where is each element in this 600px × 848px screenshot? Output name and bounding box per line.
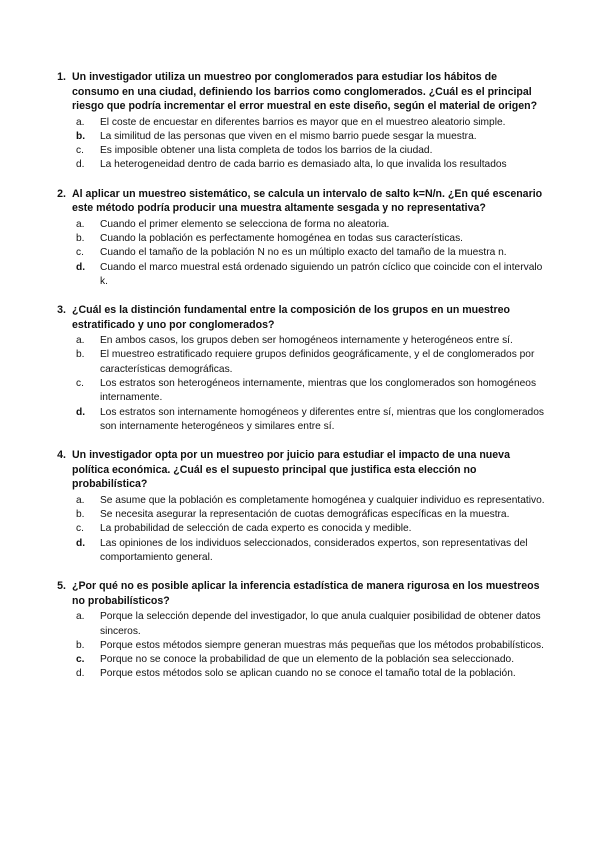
question-heading [46,448,546,492]
option-b [76,130,546,144]
option-text: Porque la selección depende del investigador, lo que anula cualquier posibilidad de obtener datos sinceros. [100,611,541,637]
quiz-list [46,70,546,696]
question-4 [46,448,546,565]
option-c [76,144,546,158]
option-letter: d. [76,261,86,273]
option-letter: b. [76,639,85,651]
option-letter: b. [76,130,86,142]
option-letter: b. [76,232,85,244]
option-letter: a. [76,218,85,230]
option-list [46,116,546,173]
question-number: 2. [57,187,66,200]
option-d [76,158,546,172]
option-text: Porque estos métodos solo se aplican cuando no se conoce el tamaño total de la población. [100,668,516,680]
option-c [76,653,546,667]
question-number: 5. [57,580,66,593]
option-letter: d. [76,537,86,549]
option-list [46,334,546,434]
option-b [76,348,546,377]
option-a [76,610,546,639]
question-heading [46,187,546,216]
option-letter: c. [76,378,84,390]
option-letter: a. [76,116,85,128]
option-letter: d. [76,159,85,171]
option-letter: a. [76,335,85,347]
option-c [76,522,546,536]
option-d [76,406,546,435]
option-d [76,537,546,566]
option-text: Es imposible obtener una lista completa de todos los barrios de la ciudad. [100,145,433,157]
option-text: Las opiniones de los individuos seleccionados, considerados expertos, son representativas del comportamiento general. [100,537,528,563]
question-heading [46,579,546,608]
option-text: La similitud de las personas que viven en el mismo barrio puede sesgar la muestra. [100,130,477,142]
option-letter: a. [76,494,85,506]
option-a [76,334,546,348]
option-letter: d. [76,406,86,418]
option-a [76,116,546,130]
option-letter: c. [76,654,85,666]
option-text: La heterogeneidad dentro de cada barrio es demasiado alta, lo que invalida los resultados [100,159,507,171]
option-text: Porque no se conoce la probabilidad de que un elemento de la población sea seleccionado. [100,654,515,666]
option-letter: c. [76,247,84,259]
option-d [76,261,546,290]
question-number: 3. [57,304,66,317]
option-text: La probabilidad de selección de cada experto es conocida y medible. [100,523,412,535]
option-text: Se asume que la población es completamente homogénea y cualquier individuo es representativo. [100,494,545,506]
option-b [76,232,546,246]
question-number: 1. [57,71,66,83]
question-3 [46,303,546,434]
question-heading [46,303,546,332]
option-text: El muestreo estratificado requiere grupos definidos geográficamente, y el de conglomerados por características demográficas. [100,349,535,375]
option-text: Se necesita asegurar la representación de cuotas demográficas específicas en la muestra. [100,509,510,521]
question-number: 4. [57,449,66,462]
question-text: Un investigador utiliza un muestreo por conglomerados para estudiar los hábitos de consumo en una ciudad, definiendo los barrios como conglomerados. ¿Cuál es el principal riesgo que podría incrementar el error muestral en este diseño, según el material de origen? [72,71,538,112]
option-b [76,508,546,522]
question-text: ¿Cuál es la distinción fundamental entre la composición de los grupos en un muestreo estratificado y uno por conglomerados? [72,304,510,331]
question-5 [46,579,546,681]
option-letter: d. [76,668,85,680]
question-2 [46,187,546,289]
option-list [46,494,546,565]
option-a [76,494,546,508]
option-text: El coste de encuestar en diferentes barrios es mayor que en el muestreo aleatorio simple. [100,116,506,128]
option-list [46,610,546,681]
option-letter: a. [76,611,85,623]
option-d [76,667,546,681]
option-text: Cuando el primer elemento se selecciona de forma no aleatoria. [100,218,390,230]
option-a [76,218,546,232]
option-text: Porque estos métodos siempre generan muestras más pequeñas que los métodos probabilísticos. [100,639,544,651]
question-text: Al aplicar un muestreo sistemático, se calcula un intervalo de salto k=N/n. ¿En qué escenario este método podría producir una muestra altamente sesgada y no representativa? [72,187,543,215]
option-text: Los estratos son internamente homogéneos y diferentes entre sí, mientras que los conglomerados son internamente heterogéneos y similares entre sí. [100,406,544,432]
option-c [76,377,546,406]
option-list [46,218,546,289]
option-letter: c. [76,523,84,535]
question-1 [46,70,546,173]
option-text: Cuando la población es perfectamente homogénea en todas sus características. [100,232,464,244]
option-text: En ambos casos, los grupos deben ser homogéneos internamente y heterogéneos entre sí. [100,335,513,347]
option-c [76,246,546,260]
option-letter: c. [76,145,84,157]
option-text: Cuando el marco muestral está ordenado siguiendo un patrón cíclico que coincide con el intervalo k. [100,261,543,287]
option-letter: b. [76,509,85,521]
question-text: Un investigador opta por un muestreo por juicio para estudiar el impacto de una nueva política económica. ¿Cuál es el supuesto principal que justifica esta elección no probabilística? [72,449,510,491]
question-heading [46,70,546,114]
question-text: ¿Por qué no es posible aplicar la inferencia estadística de manera rigurosa en los muestreos no probabilísticos? [72,580,540,607]
option-text: Los estratos son heterogéneos internamente, mientras que los conglomerados son homogéneos internamente. [100,378,537,404]
option-text: Cuando el tamaño de la población N no es un múltiplo exacto del tamaño de la muestra n. [100,247,507,259]
option-letter: b. [76,349,85,361]
option-b [76,639,546,653]
